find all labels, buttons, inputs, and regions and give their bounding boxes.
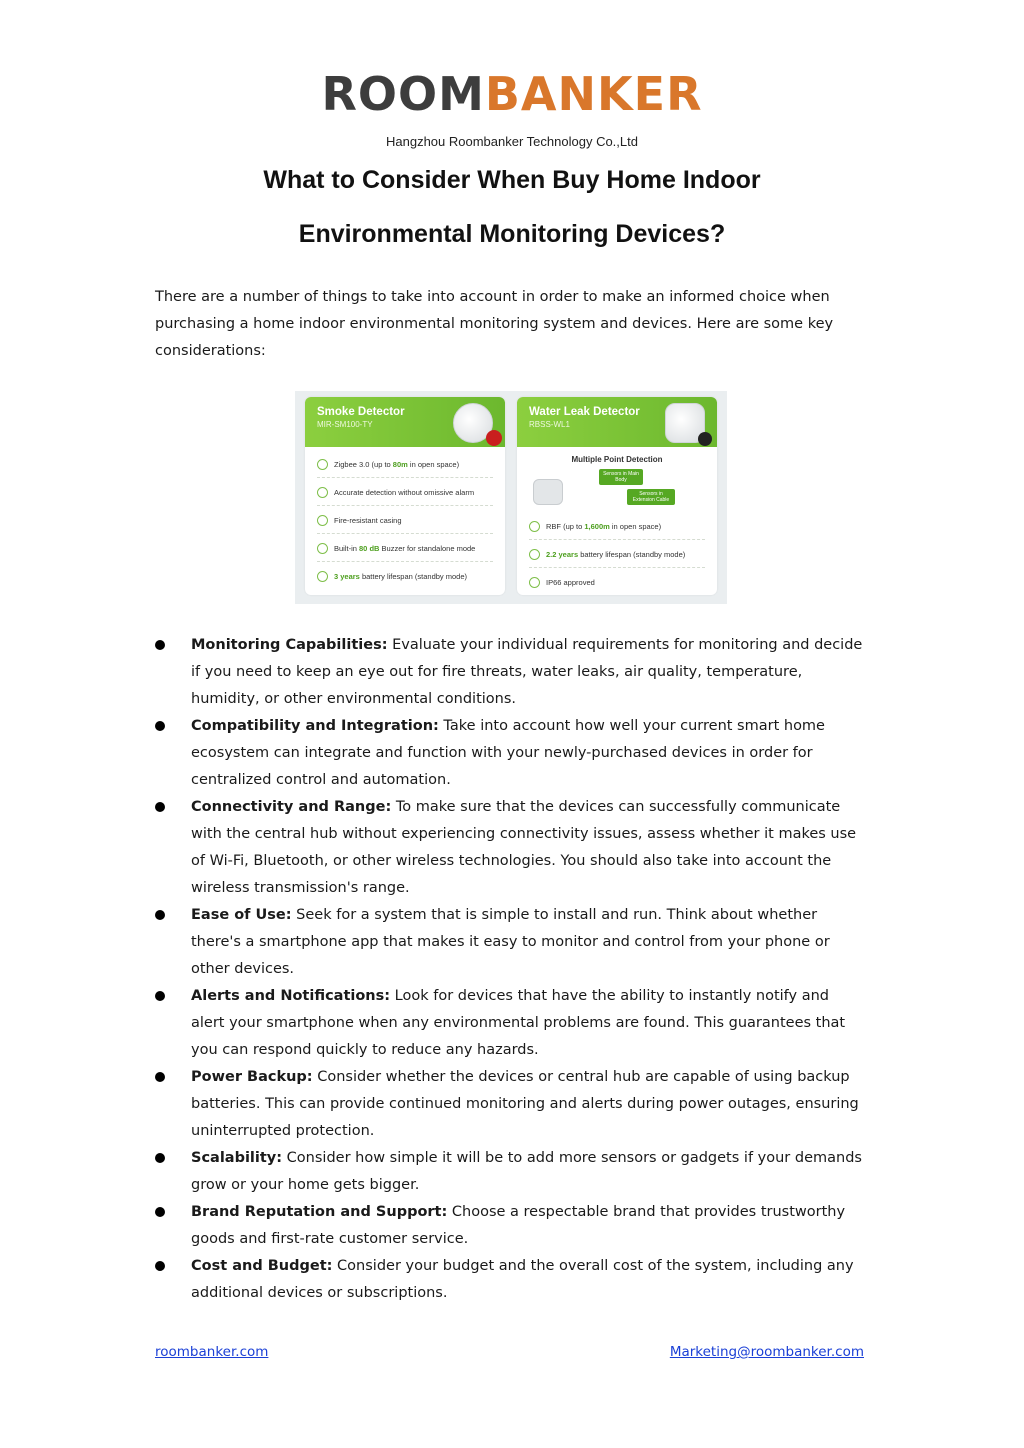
product-name: Smoke Detector <box>317 406 405 418</box>
product-model: RBSS-WL1 <box>529 420 570 429</box>
list-item <box>155 794 867 902</box>
intro-paragraph: There are a number of things to take into account in order to make an informed choice when purchasing a home indoor environmental monitoring system and devices. Here are some key considerations: <box>155 289 834 359</box>
smoke-detector-icon <box>453 403 493 443</box>
company-name: Hangzhou Roombanker Technology Co.,Ltd <box>386 134 638 149</box>
bullet-icon <box>155 1072 165 1082</box>
bullet-icon <box>155 802 165 812</box>
page-title-line-2: Environmental Monitoring Devices? <box>298 220 726 248</box>
feature-icon <box>317 487 328 498</box>
bullet-icon <box>155 1207 165 1217</box>
consideration-text: Evaluate your individual requirements for monitoring and decide if you need to keep an eye out for fire threats, water leaks, air quality, temperature, humidity, or other environmental conditions. <box>191 637 863 707</box>
feature-text <box>546 522 661 531</box>
feature-item <box>529 577 595 588</box>
feature-text-part: battery lifespan (standby mode) <box>359 572 467 581</box>
feature-text-part: Buzzer for standalone mode <box>379 544 476 553</box>
feature-item <box>317 543 475 554</box>
consideration-text: Look for devices that have the ability to instantly notify and alert your smartphone when any environmental problems are found. This guarantees that you can respond quickly to reduce any hazards. <box>191 988 846 1058</box>
feature-text-part: in open space) <box>609 522 662 531</box>
bullet-icon <box>155 640 165 650</box>
feature-text-part: battery lifespan (standby mode) <box>578 550 686 559</box>
feature-text <box>334 572 467 581</box>
feature-item <box>529 521 661 532</box>
list-item <box>155 632 867 713</box>
bullet-icon <box>155 991 165 1001</box>
feature-highlight: 80 dB <box>359 544 380 553</box>
logo-text-room: ROOM <box>321 67 485 121</box>
smoke-detector-card <box>305 397 505 595</box>
feature-icon <box>529 549 540 560</box>
product-name: Water Leak Detector <box>529 406 640 418</box>
consideration-term: Power Backup: <box>191 1069 313 1085</box>
consideration-text: Take into account how well your current smart home ecosystem can integrate and function with your newly-purchased devices in order for centralized control and automation. <box>191 718 825 788</box>
consideration-text: Consider whether the devices or central hub are capable of using backup batteries. This can provide continued monitoring and alerts during power outages, ensuring uninterrupted protection. <box>191 1069 859 1139</box>
feature-text-part: RBF (up to <box>546 522 585 531</box>
consideration-term: Compatibility and Integration: <box>191 718 439 734</box>
bullet-icon <box>155 721 165 731</box>
consideration-term: Monitoring Capabilities: <box>191 637 388 653</box>
feature-icon <box>317 515 328 526</box>
consideration-text: Consider your budget and the overall cost of the system, including any additional devices or subscriptions. <box>191 1258 854 1301</box>
consideration-term: Connectivity and Range: <box>191 799 392 815</box>
sensor-tag-extension-cable: Sensors in Extension Cable <box>627 489 675 505</box>
feature-item <box>317 515 402 526</box>
feature-text-part: Built-in <box>334 544 360 553</box>
consideration-term: Scalability: <box>191 1150 283 1166</box>
feature-text <box>334 460 459 469</box>
consideration-term: Alerts and Notifications: <box>191 988 391 1004</box>
product-model: MIR-SM100-TY <box>317 420 373 429</box>
product-image <box>295 391 727 604</box>
feature-text <box>334 516 402 525</box>
consideration-text: Consider how simple it will be to add more sensors or gadgets if your demands grow or your home gets bigger. <box>191 1150 862 1193</box>
feature-item <box>317 487 474 498</box>
feature-item <box>317 459 459 470</box>
feature-text <box>546 578 595 587</box>
consideration-term: Ease of Use: <box>191 907 292 923</box>
feature-text-part: in open space) <box>407 460 460 469</box>
feature-divider <box>529 539 705 540</box>
list-item <box>155 1064 867 1145</box>
list-item <box>155 983 867 1064</box>
feature-divider <box>529 567 705 568</box>
feature-item <box>529 549 685 560</box>
feature-highlight: 2.2 years <box>546 550 579 559</box>
consideration-text: To make sure that the devices can successfully communicate with the central hub without experiencing connectivity issues, assess whether it makes use of Wi-Fi, Bluetooth, or other wireless technologies. You should also take into account the wireless transmission's range. <box>191 799 857 896</box>
logo-text-banker: BANKER <box>484 67 703 121</box>
card-header <box>305 397 505 447</box>
feature-icon <box>529 521 540 532</box>
bullet-icon <box>155 1153 165 1163</box>
feature-divider <box>317 505 493 506</box>
feature-divider <box>317 477 493 478</box>
feature-highlight: 1,600m <box>584 522 610 531</box>
feature-text-part: Accurate detection without omissive alarm <box>334 488 475 497</box>
bullet-icon <box>155 910 165 920</box>
water-leak-detector-icon <box>665 403 705 443</box>
list-item <box>155 902 867 983</box>
page-title-line-1: What to Consider When Buy Home Indoor <box>263 166 761 194</box>
feature-text <box>334 544 475 553</box>
feature-text-part: Fire-resistant casing <box>334 516 402 525</box>
feature-icon <box>317 459 328 470</box>
list-item <box>155 1253 867 1307</box>
feature-divider <box>317 561 493 562</box>
sensor-tag-main-body: Sensors in Main Body <box>599 469 643 485</box>
detection-subtitle: Multiple Point Detection <box>571 455 663 464</box>
consideration-term: Cost and Budget: <box>191 1258 333 1274</box>
card-header <box>517 397 717 447</box>
bullet-icon <box>155 1261 165 1271</box>
list-item <box>155 1145 867 1199</box>
feature-text-part: IP66 approved <box>546 578 595 587</box>
consideration-term: Brand Reputation and Support: <box>191 1204 448 1220</box>
consideration-text: Seek for a system that is simple to install and run. Think about whether there's a smartphone app that makes it easy to monitor and control from your phone or other devices. <box>191 907 830 977</box>
list-item <box>155 713 867 794</box>
feature-text <box>334 488 474 497</box>
website-link[interactable]: roombanker.com <box>155 1344 269 1360</box>
feature-highlight: 80m <box>392 460 408 469</box>
feature-text <box>546 550 685 559</box>
feature-text-part: Zigbee 3.0 (up to <box>334 460 393 469</box>
water-leak-detector-card <box>517 397 717 595</box>
feature-item <box>317 571 467 582</box>
list-item <box>155 1199 867 1253</box>
feature-icon <box>317 543 328 554</box>
company-logo <box>0 66 1024 122</box>
email-link[interactable]: Marketing@roombanker.com <box>669 1344 864 1360</box>
sensor-hub-icon <box>533 479 563 505</box>
considerations-list <box>155 632 867 1307</box>
consideration-text: Choose a respectable brand that provides trustworthy goods and first-rate customer service. <box>191 1204 846 1247</box>
feature-icon <box>317 571 328 582</box>
feature-highlight: 3 years <box>334 572 360 581</box>
feature-divider <box>317 533 493 534</box>
feature-icon <box>529 577 540 588</box>
